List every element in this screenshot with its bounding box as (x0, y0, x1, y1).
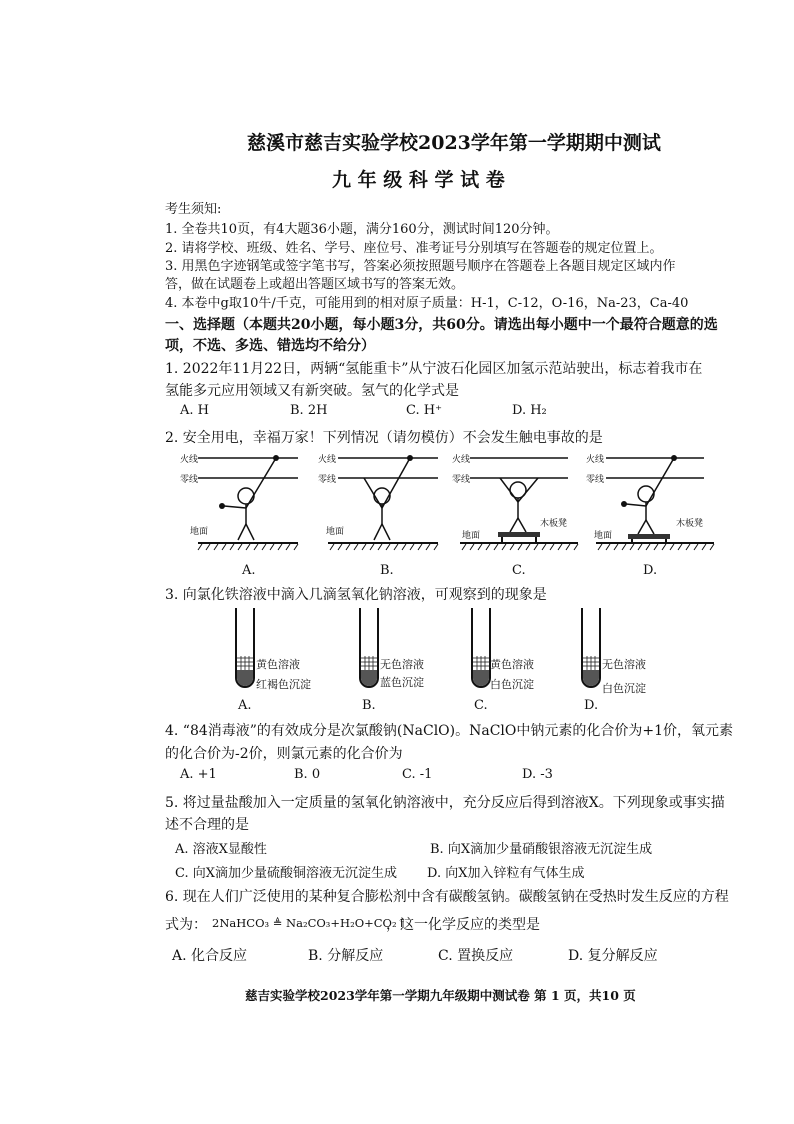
q5-stem-cont: 述不合理的是 (165, 817, 249, 833)
exam-title: 慈溪市慈吉实验学校2023学年第一学期期中测试 (247, 132, 661, 154)
test-tube-a (232, 606, 258, 690)
stool-label: 木板凳 (676, 519, 704, 529)
fire-wire-label: 火线 (586, 455, 605, 465)
fire-wire-label: 火线 (318, 455, 337, 465)
tube-a-bottom-label: 红褐色沉淀 (256, 678, 311, 691)
q5-option-b: B. 向X滴加少量硝酸银溶液无沉淀生成 (430, 842, 653, 857)
section-heading-cont: 项，不选、多选、错选均不给分） (165, 338, 375, 354)
q6-option-c: C. 置换反应 (438, 948, 514, 964)
notice-item: 4. 本卷中g取10牛/千克，可能用到的相对原子质量：H-1，C-12，O-16，Na-23，Ca-40 (165, 296, 689, 311)
q3-option-b: B. (362, 698, 376, 713)
q4-option-b: B. 0 (294, 767, 321, 782)
neutral-wire-label: 零线 (180, 475, 199, 485)
stool-label: 木板凳 (540, 519, 568, 529)
q5-stem: 5. 将过量盐酸加入一定质量的氢氧化钠溶液中，充分反应后得到溶液X。下列现象或事实描 (165, 795, 725, 811)
q5-option-d: D. 向X加入锌粒有气体生成 (427, 866, 585, 881)
notice-item: 3. 用黑色字迹钢笔或签字笔书写，答案必须按照题号顺序在答题卷上各题目规定区域内作 (165, 259, 676, 274)
ground-label: 地面 (326, 527, 345, 537)
tube-c-bottom-label: 白色沉淀 (490, 678, 534, 691)
neutral-wire-label: 零线 (586, 475, 605, 485)
q5-option-a: A. 溶液X显酸性 (175, 842, 267, 857)
tube-b-top-label: 无色溶液 (380, 658, 424, 671)
q2-option-d: D. (643, 563, 658, 578)
q3-option-c: C. (474, 698, 488, 713)
tube-d-top-label: 无色溶液 (602, 658, 646, 671)
q2-option-a: A. (242, 563, 256, 578)
ground-label: 地面 (190, 527, 209, 537)
test-tube-d (578, 606, 604, 690)
ground-label: 地面 (462, 531, 481, 541)
test-tube-b (356, 606, 382, 690)
q1-option-a: A. H (180, 403, 209, 418)
neutral-wire-label: 零线 (452, 475, 471, 485)
q6-equation: 2NaHCO₃ ≜ Na₂CO₃+H₂O+CO₂↑ (212, 916, 407, 930)
notice-heading: 考生须知: (165, 202, 222, 217)
q4-option-d: D. -3 (522, 767, 553, 782)
q6-option-b: B. 分解反应 (308, 948, 384, 964)
q4-option-c: C. -1 (402, 767, 433, 782)
notice-item: 2. 请将学校、班级、姓名、学号、座位号、准考证号分别填写在答题卷的规定位置上。 (165, 241, 663, 256)
q3-stem: 3. 向氯化铁溶液中滴入几滴氢氧化钠溶液，可观察到的现象是 (165, 587, 547, 603)
q6-stem-prefix: 式为： (165, 917, 207, 933)
fire-wire-label: 火线 (452, 455, 471, 465)
q2-option-c: C. (512, 563, 526, 578)
q6-option-d: D. 复分解反应 (568, 948, 658, 964)
exam-subtitle: 九 年 级 科 学 试 卷 (332, 169, 505, 191)
q4-stem: 4. “84消毒液”的有效成分是次氯酸钠(NaClO)。NaClO中钠元素的化合价为+1价，氧元素 (165, 723, 734, 739)
q4-stem-cont: 的化合价为-2价，则氯元素的化合价为 (165, 746, 403, 762)
q3-option-a: A. (238, 698, 252, 713)
q1-option-c: C. H⁺ (406, 403, 442, 418)
q1-option-b: B. 2H (290, 403, 328, 418)
q3-option-d: D. (584, 698, 599, 713)
tube-a-top-label: 黄色溶液 (256, 658, 300, 671)
q6-stem-suffix: ，这一化学反应的类型是 (386, 917, 540, 933)
tube-d-bottom-label: 白色沉淀 (602, 682, 646, 695)
ground-label: 地面 (594, 531, 613, 541)
q6-stem: 6. 现在人们广泛使用的某种复合膨松剂中含有碳酸氢钠。碳酸氢钠在受热时发生反应的方程 (165, 889, 729, 905)
notice-item: 答，做在试题卷上或超出答题区域书写的答案无效。 (165, 277, 465, 292)
notice-item: 1. 全卷共10页，有4大题36小题，满分160分，测试时间120分钟。 (165, 222, 559, 237)
page-footer: 慈吉实验学校2023学年第一学期九年级期中测试卷 第 1 页，共10 页 (245, 988, 636, 1003)
q2-stem: 2. 安全用电，幸福万家！下列情况（请勿模仿）不会发生触电事故的是 (165, 430, 603, 446)
q4-option-a: A. +1 (180, 767, 217, 782)
q6-option-a: A. 化合反应 (172, 948, 248, 964)
fire-wire-label: 火线 (180, 455, 199, 465)
q1-option-d: D. H₂ (512, 403, 547, 418)
q1-stem-cont: 氢能多元应用领域又有新突破。氢气的化学式是 (165, 383, 459, 399)
q2-option-b: B. (380, 563, 394, 578)
q5-option-c: C. 向X滴加少量硫酸铜溶液无沉淀生成 (175, 866, 398, 881)
neutral-wire-label: 零线 (318, 475, 337, 485)
section-heading: 一、选择题（本题共20小题，每小题3分，共60分。请选出每小题中一个最符合题意的选 (165, 317, 718, 333)
tube-c-top-label: 黄色溶液 (490, 658, 534, 671)
tube-b-bottom-label: 蓝色沉淀 (380, 676, 424, 689)
q1-stem: 1. 2022年11月22日，两辆“氢能重卡”从宁波石化园区加氢示范站驶出，标志着我市在 (165, 361, 703, 377)
